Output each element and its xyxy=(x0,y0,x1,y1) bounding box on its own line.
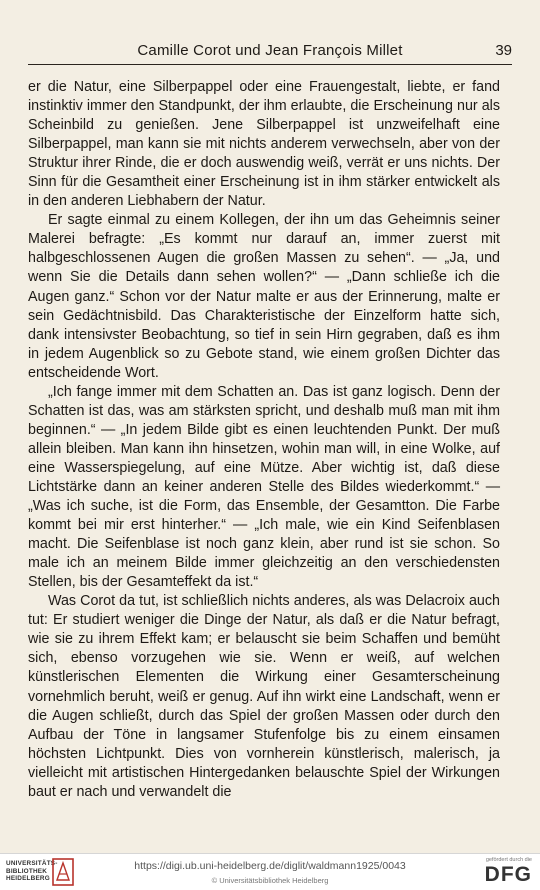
dfg-logo-text: DFG xyxy=(484,863,532,886)
page-number: 39 xyxy=(495,42,512,59)
page-url-link[interactable]: https://digi.ub.uni-heidelberg.de/diglit/waldmann1925/0043 xyxy=(134,860,406,872)
funder-note: gefördert durch die xyxy=(485,857,532,863)
library-logo-text: UNIVERSITÄTS- BIBLIOTHEK HEIDELBERG xyxy=(6,860,58,883)
copyright-text: © Universitätsbibliothek Heidelberg xyxy=(211,876,329,885)
paragraph: „Ich fange immer mit dem Schatten an. Das ist ganz logisch. Denn der Schatten ist das, was am stärksten spricht, und deshalb muß man mit ihm beginnen.“ — „In jedem Bilde gibt es einen leuchtenden Punkt. Der muß allein bleiben. Man kann ihn hinsetzen, wohin man will, in eine Wolke, auf eine Wasserspiegelung, auf eine Mütze. Aber wichtig ist, daß diese Lichtstärke dann an keiner anderen Stelle des Bildes wiederkommt.“ — „Was ich suche, ist die Form, das Ensemble, der Gesamtton. Die Farbe kommt bei mir erst hinterher.“ — „Ich male, wie ein Kind Seifenblasen macht. Die Seifenblase ist noch ganz klein, aber rund ist sie schon. So male ich an meinem Bilde immer gleichzeitig an den verschiedensten Stellen, bis der Gesamteffekt da ist.“ xyxy=(28,383,500,591)
running-title: Camille Corot und Jean François Millet xyxy=(137,42,403,59)
paragraph: er die Natur, eine Silberpappel oder eine Frauengestalt, liebte, er fand instinktiv immer den Standpunkt, der ihm erlaubte, die Erscheinung nur als Scheinbild zu genießen. Jene Silberpappel ist unzweifelhaft eine Silberpappel, man kann sie mit nichts anderem verwechseln, aber von der Struktur ihrer Rinde, die er doch auswendig weiß, verrät er uns nichts. Der Sinn für die Gesamtheit einer Erscheinung ist in ihm stärker entwickelt als in den anderen Liebhabern der Natur. xyxy=(28,79,500,210)
dfg-logo[interactable] xyxy=(476,857,532,887)
viewer-footer xyxy=(0,853,540,890)
running-header xyxy=(28,38,512,65)
body-text xyxy=(28,78,500,802)
paragraph: Er sagte einmal zu einem Kollegen, der ihn um das Geheimnis seiner Malerei befragte: „Es kommt nur darauf an, immer zuerst mit halbgeschlossenen Augen die großen Massen zu sehen“. — „Ja, und wenn Sie die Details dann sehen wollen?“ — „Dann schließe ich die Augen ganz.“ Schon vor der Natur malte er aus der Erinnerung, malte er sein Gedächtnisbild. Das Charakteristische der Einzelform hatte sich, dank intensivster Beobachtung, so tief in sein Hirn gegraben, daß es ihm in jedem Augenblick so zu Gebote stand, wie einem großen Dichter das entscheidende Wort. xyxy=(28,212,500,381)
paragraph: Was Corot da tut, ist schließlich nichts anderes, als was Delacroix auch tut: Er studiert weniger die Dinge der Natur, als daß er die Natur befragt, wie sie zu ihrem Effekt kam; er belauscht sie beim Schaffen und bemüht sich, ebenso vorzugehen wie sie. Wenn er weiß, auf welchen künstlerischen Elementen die Wirkung einer Gesamterscheinung vornehmlich beruht, weiß er genug. Auf ihn wirkt eine Landschaft, wenn er die Augen schließt, durch das Spiel der großen Massen oder durch den Aufbau der Töne in langsamer Stufenfolge bis zu einem einsamen höchsten Lichtpunkt. Dies von vornherein künstlerisch, malerisch, ja vielleicht mit artistischen Hintergedanken belauschte Spiel der Wirkungen baut er nach und verwandelt die xyxy=(28,593,500,800)
